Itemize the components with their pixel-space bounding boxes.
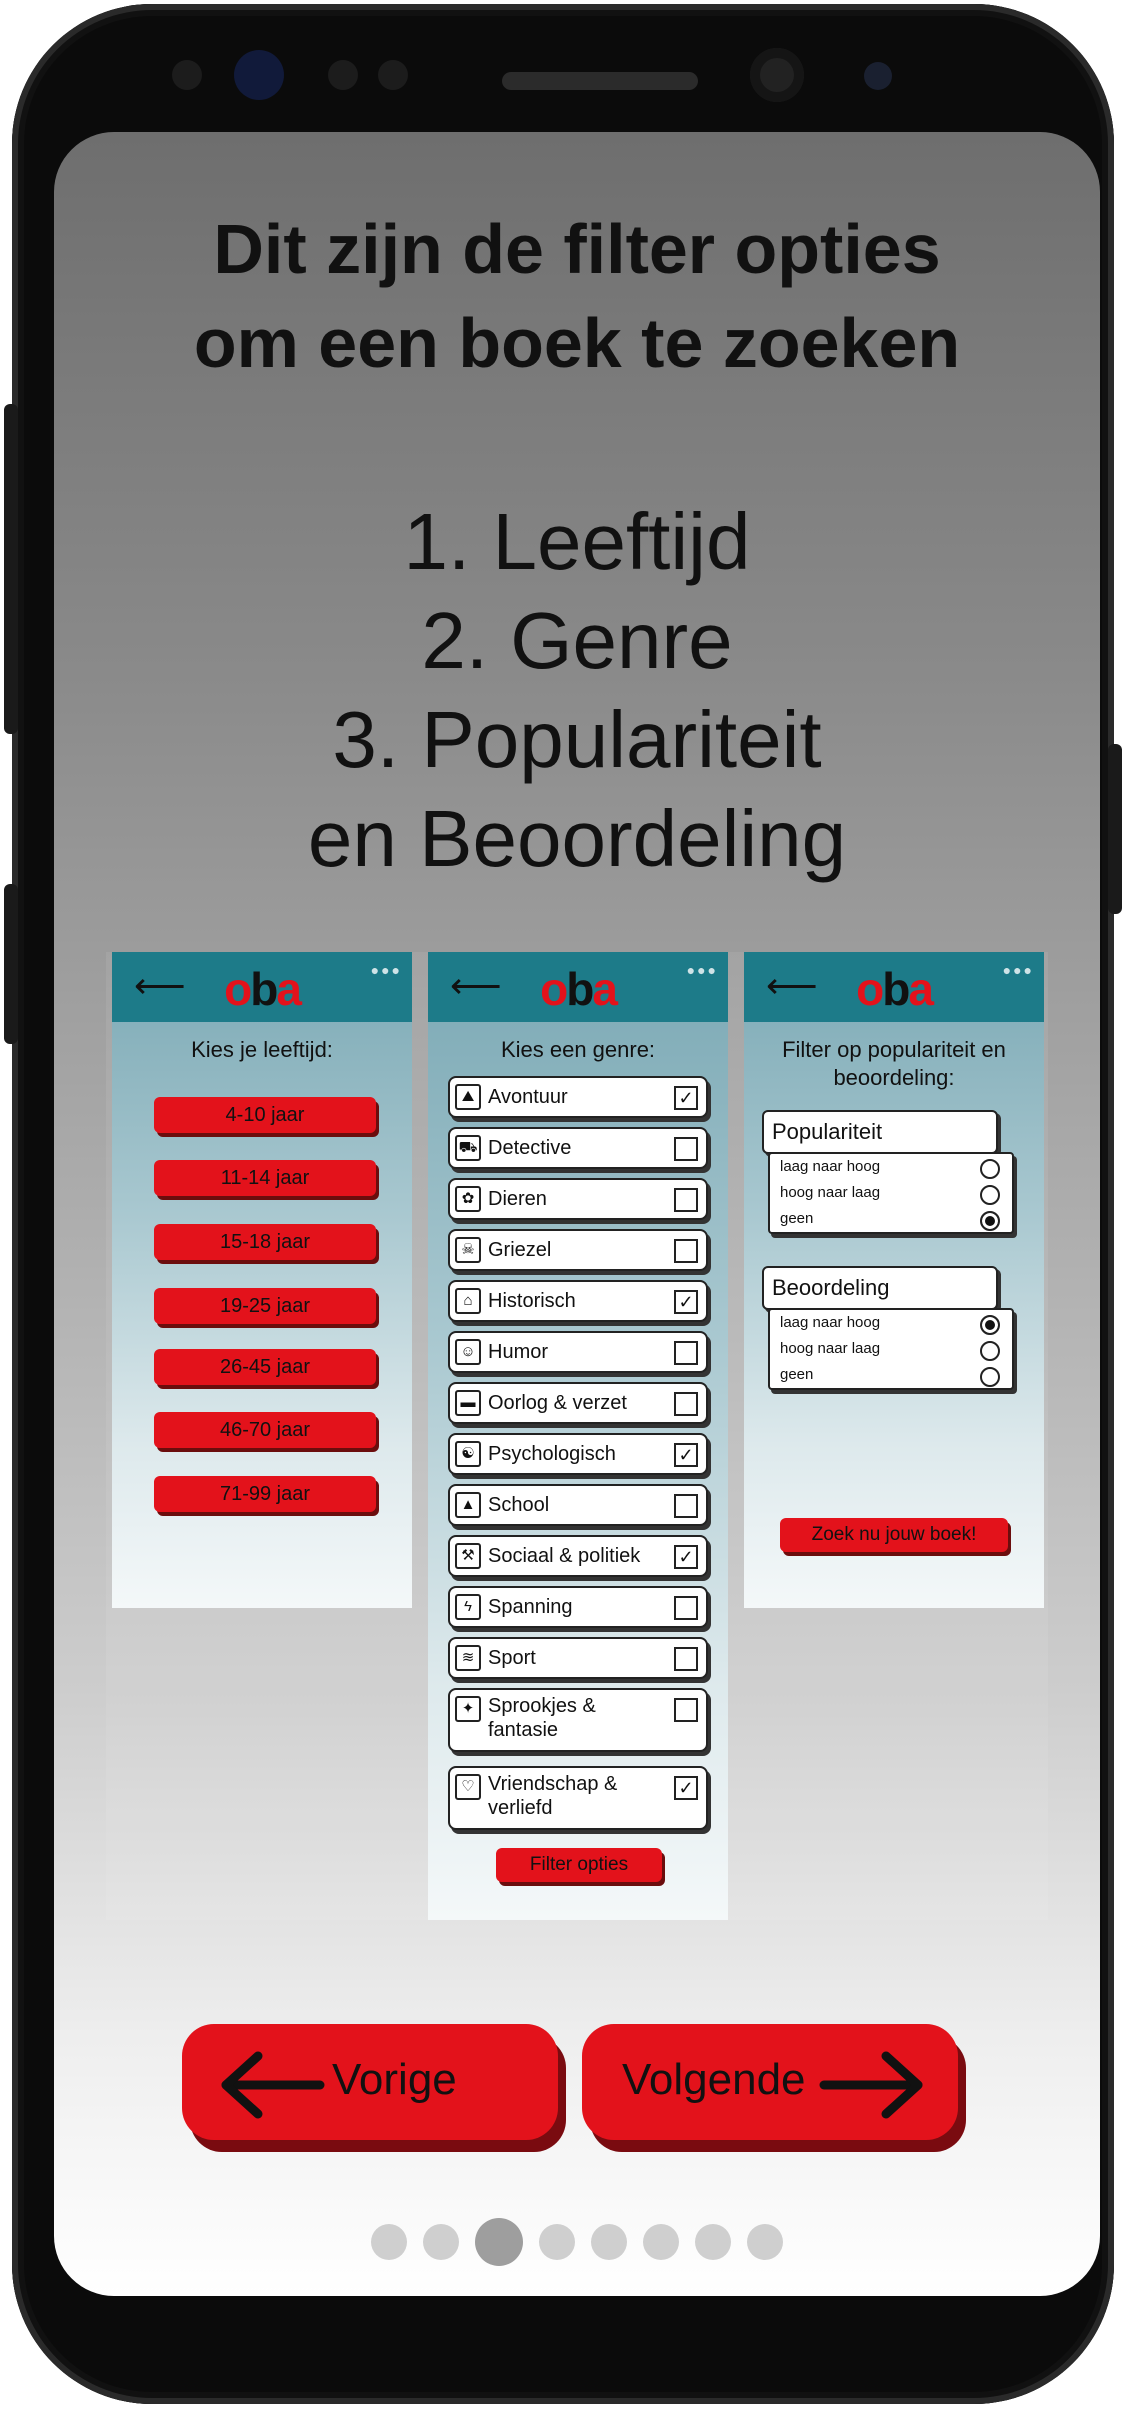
ghost-icon: ☠ [455, 1237, 481, 1263]
page-dot[interactable] [591, 2224, 627, 2260]
genre-label: Sport [488, 1647, 536, 1669]
previous-button[interactable] [182, 2024, 558, 2140]
genre-label: Psychologisch [488, 1443, 616, 1465]
front-camera-icon [234, 50, 284, 100]
headline-line: om een boek te zoeken [193, 304, 961, 382]
age-screen-preview [112, 952, 412, 1608]
headline [54, 202, 1100, 390]
genre-checkbox[interactable]: ✓ [674, 1086, 698, 1110]
genre-option[interactable] [448, 1076, 708, 1118]
back-arrow-icon[interactable]: ⟵ [450, 965, 502, 1006]
radio-option[interactable] [770, 1336, 1012, 1362]
radio-button[interactable] [980, 1159, 1000, 1179]
menu-dots-icon[interactable]: ●●● [686, 962, 718, 978]
age-title: Kies je leeftijd: [191, 1037, 333, 1062]
genre-option[interactable] [448, 1484, 708, 1526]
genre-option[interactable] [448, 1127, 708, 1169]
gavel-icon: ⚒ [455, 1543, 481, 1569]
genre-label: Humor [488, 1341, 549, 1363]
genre-checkbox[interactable] [674, 1188, 698, 1212]
power-button [1108, 744, 1122, 914]
step-item: 1. Leeftijd [403, 497, 751, 586]
popularity-options [768, 1152, 1014, 1234]
mountain-icon: ⛰ [455, 1084, 481, 1110]
genre-checkbox[interactable]: ✓ [674, 1776, 698, 1800]
step-item: 2. Genre [421, 596, 733, 685]
page-dot[interactable] [643, 2224, 679, 2260]
genre-checkbox[interactable]: ✓ [674, 1290, 698, 1314]
genre-option[interactable] [448, 1178, 708, 1220]
radio-label: geen [780, 1210, 814, 1227]
heart-icon: ♡ [455, 1774, 481, 1800]
radio-button[interactable] [980, 1315, 1000, 1335]
radio-option[interactable] [770, 1310, 1012, 1336]
magic-wand-icon: ✦ [455, 1696, 481, 1722]
radio-option[interactable] [770, 1362, 1012, 1388]
radio-button[interactable] [980, 1185, 1000, 1205]
radio-button[interactable] [980, 1367, 1000, 1387]
genre-option[interactable] [448, 1280, 708, 1322]
arrow-right-icon [818, 2050, 928, 2120]
genre-label: Detective [488, 1137, 572, 1159]
oba-logo: oba [540, 963, 616, 1015]
museum-icon: ⌂ [455, 1288, 481, 1314]
genre-option[interactable] [448, 1331, 708, 1373]
head-icon: ☯ [455, 1441, 481, 1467]
genre-option[interactable] [448, 1535, 708, 1577]
app-header [744, 952, 1044, 1022]
radio-label: laag naar hoog [780, 1158, 881, 1175]
page-indicator [54, 2218, 1100, 2266]
age-option-button[interactable]: 46-70 jaar [154, 1412, 376, 1448]
graduation-cap-icon: ▲ [455, 1492, 481, 1518]
previous-label: Vorige [332, 2055, 457, 2104]
headline-line: Dit zijn de filter opties [213, 210, 941, 288]
oba-logo: oba [224, 963, 300, 1015]
genre-checkbox[interactable]: ✓ [674, 1443, 698, 1467]
page-dot[interactable] [747, 2224, 783, 2260]
car-icon: ⛟ [455, 1135, 481, 1161]
genre-label: Vriendschap & verliefd [488, 1773, 618, 1819]
screen [54, 132, 1100, 2296]
genre-label: Sprookjes & fantasie [488, 1695, 596, 1741]
genre-label: Griezel [488, 1239, 552, 1261]
genre-checkbox[interactable] [674, 1137, 698, 1161]
back-arrow-icon[interactable]: ⟵ [134, 965, 186, 1006]
age-option-button[interactable]: 15-18 jaar [154, 1224, 376, 1260]
filter-options-button[interactable]: Filter opties [496, 1848, 662, 1882]
iris-sensor-icon [864, 62, 892, 90]
genre-title: Kies een genre: [500, 1037, 656, 1062]
rating-screen-preview [744, 952, 1044, 1608]
genre-checkbox[interactable] [674, 1341, 698, 1365]
genre-checkbox[interactable] [674, 1698, 698, 1722]
radio-option[interactable] [770, 1206, 1012, 1232]
age-option-button[interactable]: 4-10 jaar [154, 1097, 376, 1133]
genre-checkbox[interactable] [674, 1392, 698, 1416]
page-dot[interactable] [371, 2224, 407, 2260]
volume-button [4, 404, 18, 734]
arrow-left-icon [216, 2050, 326, 2120]
lightning-icon: ϟ [455, 1594, 481, 1620]
rating-heading: Beoordeling [762, 1266, 998, 1310]
genre-option[interactable] [448, 1586, 708, 1628]
radio-label: geen [780, 1366, 814, 1383]
genre-option[interactable] [448, 1433, 708, 1475]
page-dot[interactable] [475, 2218, 523, 2266]
app-header [428, 952, 728, 1022]
age-option-button[interactable]: 11-14 jaar [154, 1160, 376, 1196]
genre-label: Spanning [488, 1596, 573, 1618]
next-button[interactable] [582, 2024, 958, 2140]
genre-option[interactable] [448, 1382, 708, 1424]
runner-icon: ≋ [455, 1645, 481, 1671]
rating-options [768, 1308, 1014, 1390]
radio-button[interactable] [980, 1341, 1000, 1361]
camera-icon [750, 48, 804, 102]
earpiece-speaker [502, 72, 698, 90]
genre-label: Historisch [488, 1290, 576, 1312]
page-dot[interactable] [695, 2224, 731, 2260]
genre-label: Dieren [488, 1188, 547, 1210]
genre-checkbox[interactable] [674, 1239, 698, 1263]
filter-steps [54, 492, 1100, 888]
rating-title: Filter op populariteit en beoordeling: [782, 1037, 1006, 1090]
search-book-button[interactable]: Zoek nu jouw boek! [780, 1518, 1008, 1552]
sensor-dot [328, 60, 358, 90]
paw-icon: ✿ [455, 1186, 481, 1212]
genre-option[interactable] [448, 1766, 708, 1830]
radio-option[interactable] [770, 1154, 1012, 1180]
step-item: en Beoordeling [307, 794, 847, 883]
genre-option[interactable] [448, 1229, 708, 1271]
page-dot[interactable] [423, 2224, 459, 2260]
genre-screen-preview [428, 952, 728, 1920]
genre-checkbox[interactable] [674, 1596, 698, 1620]
age-option-button[interactable]: 19-25 jaar [154, 1288, 376, 1324]
genre-label: School [488, 1494, 550, 1516]
tank-icon: ▬ [455, 1390, 481, 1416]
next-label: Volgende [622, 2055, 806, 2104]
genre-label: Oorlog & verzet [488, 1392, 627, 1414]
sensor-dot [172, 60, 202, 90]
step-item: 3. Populariteit [332, 695, 822, 784]
radio-label: hoog naar laag [780, 1184, 881, 1201]
genre-option[interactable] [448, 1637, 708, 1679]
phone-frame [12, 4, 1114, 2404]
oba-logo: oba [856, 963, 932, 1015]
genre-checkbox[interactable] [674, 1494, 698, 1518]
radio-button[interactable] [980, 1211, 1000, 1231]
side-button [4, 884, 18, 1044]
menu-dots-icon[interactable]: ●●● [370, 962, 402, 978]
genre-option[interactable] [448, 1688, 708, 1752]
radio-label: laag naar hoog [780, 1314, 881, 1331]
back-arrow-icon[interactable]: ⟵ [766, 965, 818, 1006]
menu-dots-icon[interactable]: ●●● [1002, 962, 1034, 978]
app-header [112, 952, 412, 1022]
genre-checkbox[interactable] [674, 1647, 698, 1671]
sensor-dot [378, 60, 408, 90]
age-option-button[interactable]: 71-99 jaar [154, 1476, 376, 1512]
genre-checkbox[interactable]: ✓ [674, 1545, 698, 1569]
page-dot[interactable] [539, 2224, 575, 2260]
genre-label: Sociaal & politiek [488, 1545, 641, 1567]
radio-option[interactable] [770, 1180, 1012, 1206]
popularity-heading: Populariteit [762, 1110, 998, 1154]
smiley-icon: ☺ [455, 1339, 481, 1365]
radio-label: hoog naar laag [780, 1340, 881, 1357]
genre-label: Avontuur [488, 1086, 568, 1108]
age-option-button[interactable]: 26-45 jaar [154, 1349, 376, 1385]
